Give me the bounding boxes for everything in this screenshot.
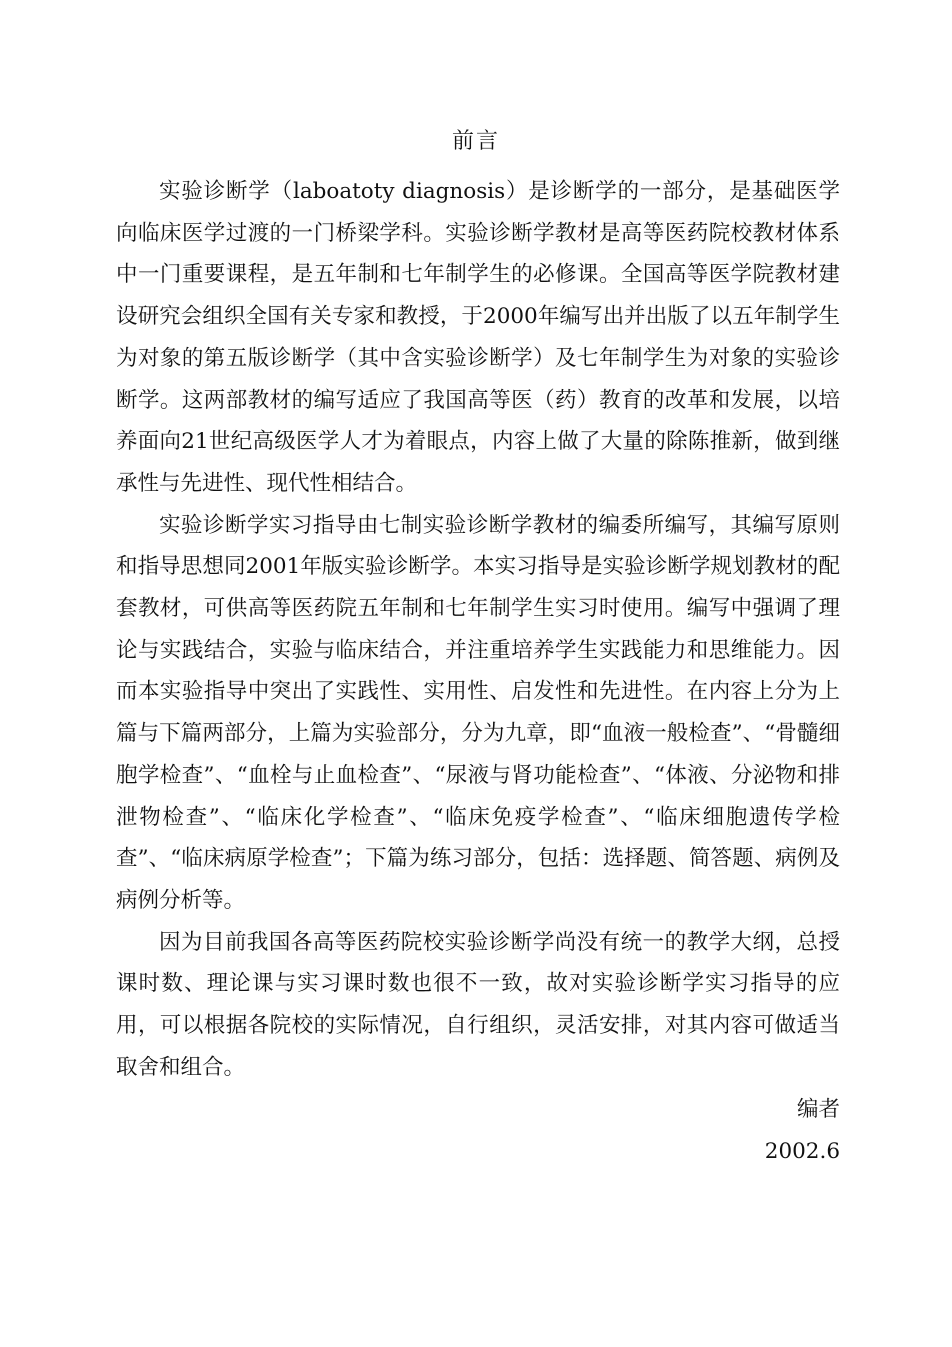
paragraph-2: 实验诊断学实习指导由七制实验诊断学教材的编委所编写，其编写原则和指导思想同2001年版实验诊断学。本实习指导是实验诊断学规划教材的配套教材，可供高等医药院五年制和七年制学生实习时使用。编写中强调了理论与实践结合，实验与临床结合，并注重培养学生实践能力和思维能力。因而本实验指导中突出了实践性、实用性、启发性和先进性。在内容上分为上篇与下篇两部分，上篇为实验部分，分为九章，即“血液一般检查”、“骨髓细胞学检查”、“血栓与止血检查”、“尿液与肾功能检查”、“体液、分泌物和排泄物检查”、“临床化学检查”、“临床免疫学检查”、“临床细胞遗传学检查”、“临床病原学检查”；下篇为练习部分，包括：选择题、简答题、病例及病例分析等。 xyxy=(116,512,840,913)
signature-block xyxy=(765,1089,840,1172)
paragraph-3: 因为目前我国各高等医药院校实验诊断学尚没有统一的教学大纲，总授课时数、理论课与实习课时数也很不一致，故对实验诊断学实习指导的应用，可以根据各院校的实际情况，自行组织，灵活安排，对其内容可做适当取舍和组合。 xyxy=(116,929,840,1080)
signature-date: 2002.6 xyxy=(764,1138,840,1164)
preface-body xyxy=(116,171,840,1088)
signature-author: 编者 xyxy=(796,1097,840,1122)
page-title: 前言 xyxy=(451,129,500,154)
paragraph-1: 实验诊断学（laboatoty diagnosis）是诊断学的一部分，是基础医学向临床医学过渡的一门桥梁学科。实验诊断学教材是高等医药院校教材体系中一门重要课程，是五年制和七年制学生的必修课。全国高等医学院教材建设研究会组织全国有关专家和教授，于2000年编写出并出版了以五年制学生为对象的第五版诊断学（其中含实验诊断学）及七年制学生为对象的实验诊断学。这两部教材的编写适应了我国高等医（药）教育的改革和发展，以培养面向21世纪高级医学人才为着眼点，内容上做了大量的除陈推新，做到继承性与先进性、现代性相结合。 xyxy=(116,179,840,496)
